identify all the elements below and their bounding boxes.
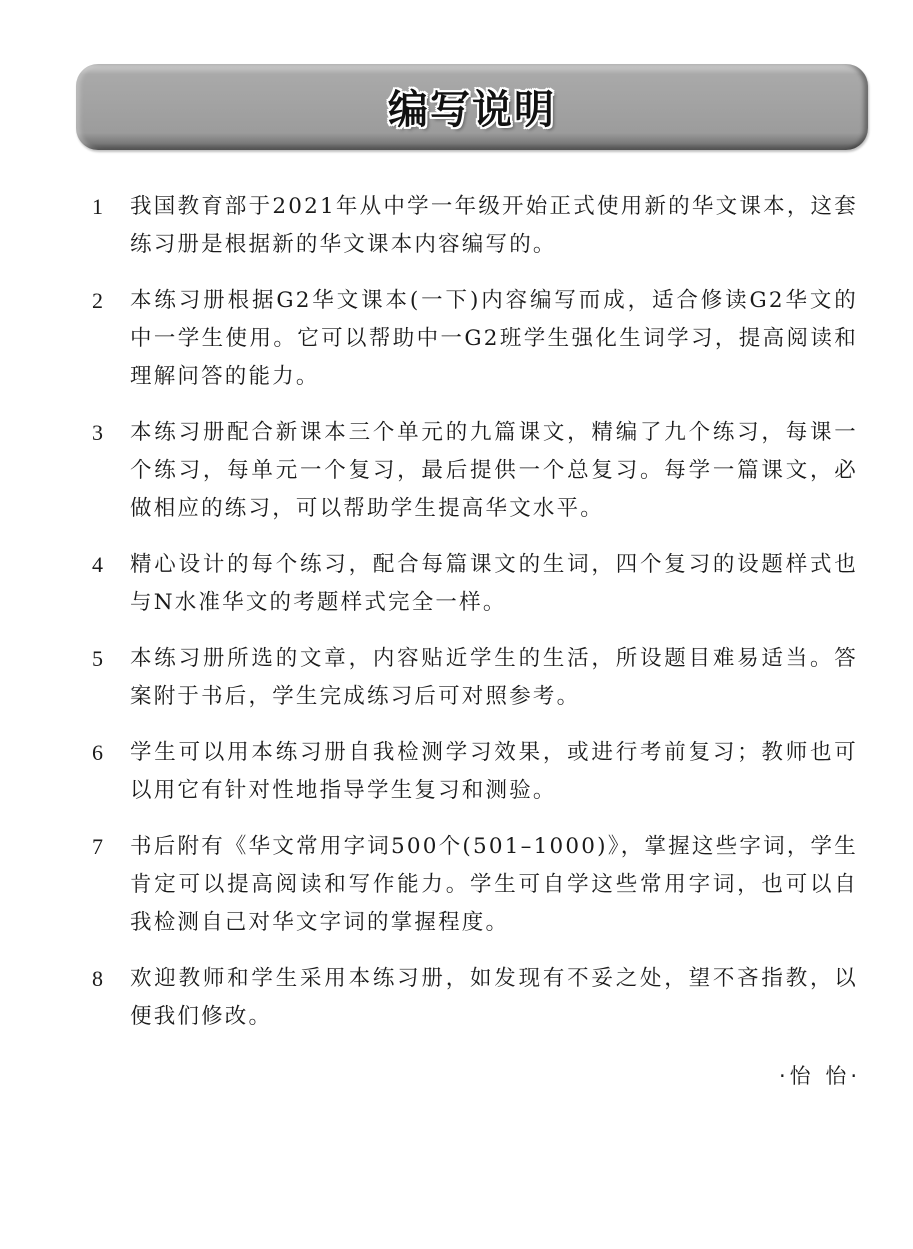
item-number: 1 [92,194,103,219]
item-text: 书后附有《华文常用字词500个(501–1000)》，掌握这些字词，学生肯定可以提高阅读和写作能力。学生可自学这些常用字词，也可以自我检测自己对华文字词的掌握程度。 [130,834,858,935]
item-number: 7 [92,834,103,859]
page-title: 编写说明 [388,86,556,133]
item-number: 6 [92,740,103,765]
list-item [88,188,858,264]
item-text: 本练习册配合新课本三个单元的九篇课文，精编了九个练习，每课一个练习，每单元一个复习，最后提供一个总复习。每学一篇课文，必做相应的练习，可以帮助学生提高华文水平。 [130,420,858,521]
item-number: 3 [92,420,103,445]
item-text: 欢迎教师和学生采用本练习册，如发现有不妥之处，望不吝指教，以便我们修改。 [130,966,858,1029]
item-text: 本练习册根据G2华文课本(一下)内容编写而成，适合修读G2华文的中一学生使用。它可以帮助中一G2班学生强化生词学习，提高阅读和理解问答的能力。 [130,288,858,389]
item-text: 学生可以用本练习册自我检测学习效果，或进行考前复习；教师也可以用它有针对性地指导学生复习和测验。 [130,740,858,803]
list-item [88,640,858,716]
item-number: 8 [92,966,103,991]
list-item [88,734,858,810]
list-item [88,960,858,1036]
list-item [88,414,858,528]
list-item [88,828,858,942]
header-banner [76,64,868,150]
item-number: 4 [92,552,103,577]
item-text: 精心设计的每个练习，配合每篇课文的生词，四个复习的设题样式也与N水准华文的考题样式完全一样。 [130,552,858,615]
list-item [88,282,858,396]
list-item [88,546,858,622]
item-number: 2 [92,288,103,313]
author-signature: ·怡 怡· [778,1064,861,1088]
item-text: 我国教育部于2021年从中学一年级开始正式使用新的华文课本，这套练习册是根据新的华文课本内容编写的。 [130,194,858,257]
item-number: 5 [92,646,103,671]
item-text: 本练习册所选的文章，内容贴近学生的生活，所设题目难易适当。答案附于书后，学生完成练习后可对照参考。 [130,646,858,709]
instruction-list [88,188,858,1054]
